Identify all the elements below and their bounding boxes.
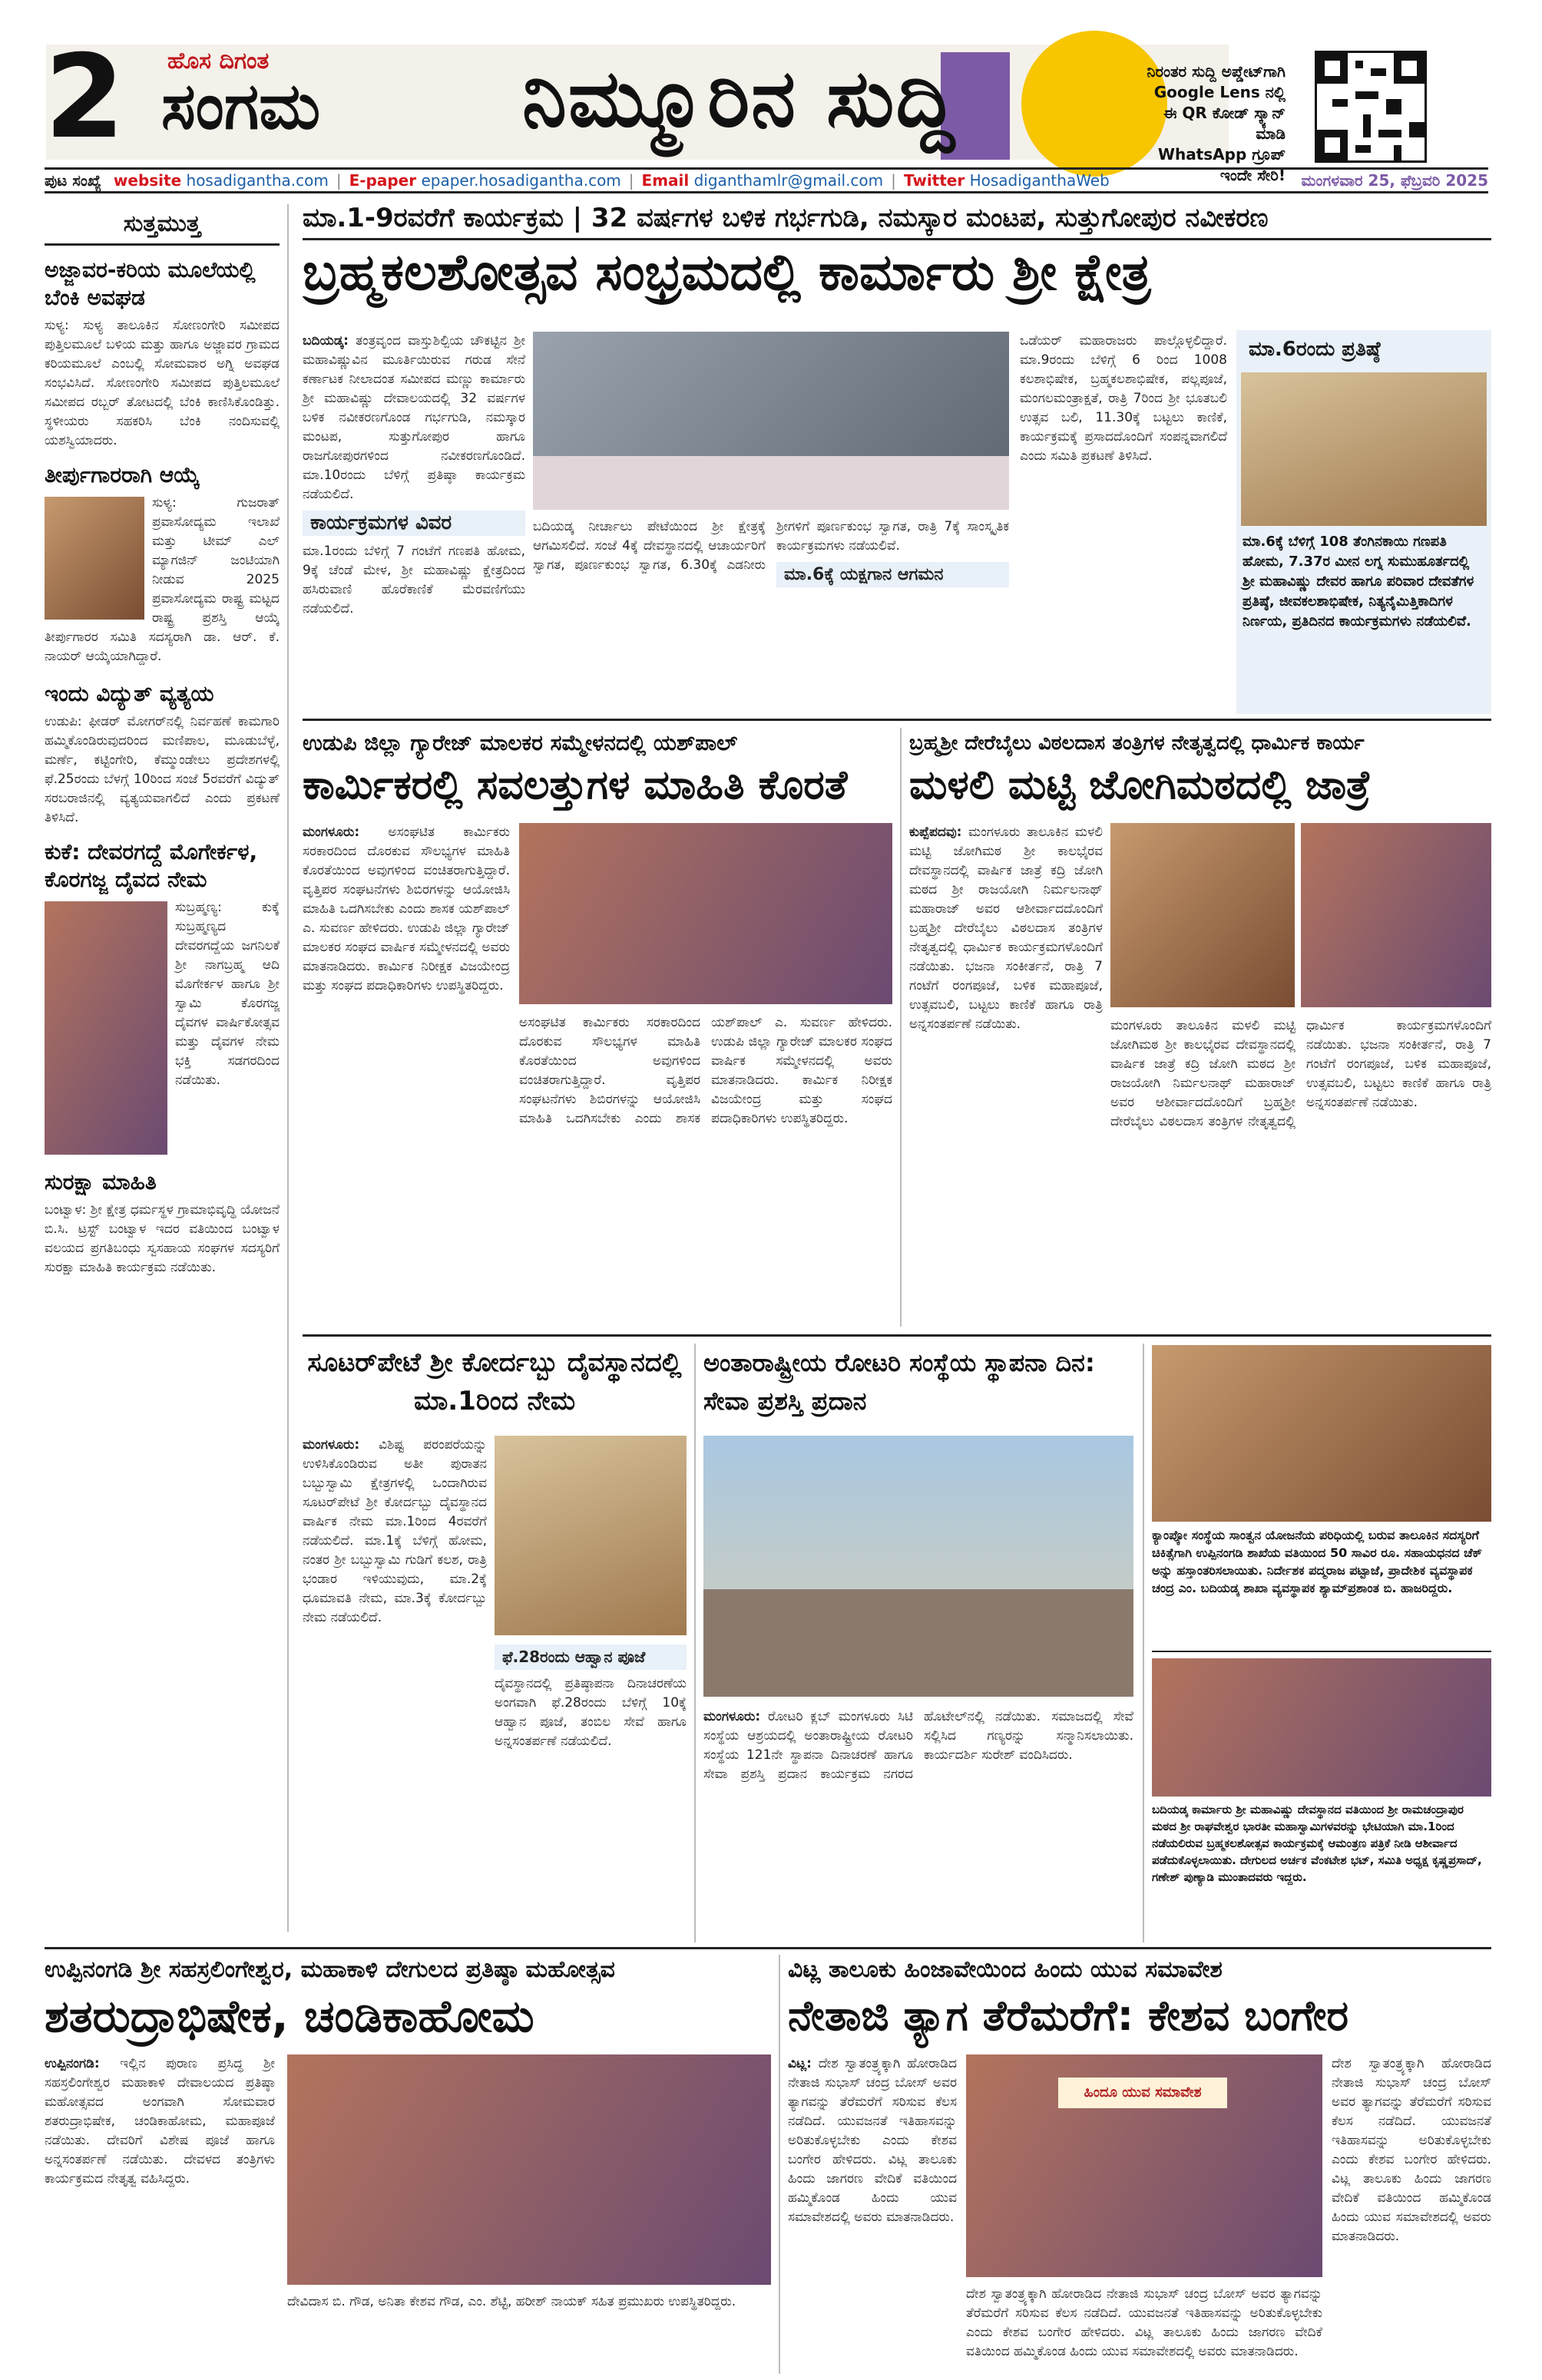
subhead: ಫೆ.28ರಂದು ಆಹ್ವಾನ ಪೂಜೆ [495, 1645, 687, 1670]
article-text: ವಿಶಿಷ್ಟ ಪರಂಪರೆಯನ್ನು ಉಳಿಸಿಕೊಂಡಿರುವ ಅತೀ ಪುರಾತನ ಬಬ್ಬುಸ್ವಾಮಿ ಕ್ಷೇತ್ರಗಳಲ್ಲಿ ಒಂದಾಗಿರುವ ಸೂಟರ್‌ಪೇಟೆ ಶ್ರೀ ಕೋರ್ದಬ್ಬು ದೈವಸ್ಥಾನದ ವಾರ್ಷಿಕ ನೇಮ ಮಾ.1ರಿಂದ 4ರವರೆಗೆ ನಡೆಯಲಿದೆ. ಮಾ.1ಕ್ಕೆ ಬೆಳಿಗ್ಗೆ ಹೋಮ, ನಂತರ ಶ್ರೀ ಬಬ್ಬುಸ್ವಾಮಿ ಗುಡಿಗೆ ಕಲಶ, ರಾತ್ರಿ ಭಂಡಾರ ಇಳಿಯುವುದು, ಮಾ.2ಕ್ಕೆ ಧೂಮಾವತಿ ನೇಮ, ಮಾ.3ಕ್ಕೆ ಕೋರ್ದಬ್ಬು ನೇಮ ನಡೆಯಲಿದೆ. [303, 1437, 488, 1625]
stage-banner: ಹಿಂದೂ ಯುವ ಸಮಾವೇಶ [1058, 2078, 1227, 2108]
jatre-headline: ಮಳಲಿ ಮಟ್ಟಿ ಜೋಗಿಮಠದಲ್ಲಿ ಜಾತ್ರೆ [909, 762, 1371, 808]
netaji-headline: ನೇತಾಜಿ ತ್ಯಾಗ ತೆರೆಮರೆಗೆ: ಕೇಶವ ಬಂಗೇರ [788, 1992, 1349, 2040]
newspaper-brand: ಹೊಸ ದಿಗಂತ [167, 48, 270, 74]
dateline: ಮಂಗಳೂರು: [703, 1709, 761, 1724]
dateline: ಉಪ್ಪಿನಂಗಡಿ: [45, 2056, 100, 2071]
brief-text: ಉಡುಪಿ: ಫೀಡರ್ ಮೋಗರ್‌ನಲ್ಲಿ ನಿರ್ವಹಣೆ ಕಾಮಗಾರಿ ಹಮ್ಮಿಕೊಂಡಿರುವುದರಿಂದ ಮಣಿಪಾಲ, ಮೂಡುಬೆಳ್ಳೆ, ಮರ್ಣೆ, ಕಟ್ಟಿಂಗೇರಿ, ಕೆಮ್ಮುಂಡೇಲು ಪ್ರದೇಶಗಳಲ್ಲಿ ಫೆ.25ರಂದು ಬೆಳಗ್ಗೆ 10ರಿಂದ ಸಂಜೆ 5ರವರೆಗೆ ವಿದ್ಯುತ್ ಸರಬರಾಜಿನಲ್ಲಿ ವ್ಯತ್ಯಯವಾಗಲಿದೆ ಎಂದು ಪ್ರಕಟಣೆ ತಿಳಿಸಿದೆ. [45, 714, 280, 825]
column-rule [779, 1955, 780, 2374]
page-label: ಪುಟ ಸಂಖ್ಯೆ [45, 171, 101, 190]
jatre-col-2 [1110, 1016, 1491, 1132]
page-number: 2 [45, 31, 125, 164]
top-story-col-1 [303, 332, 525, 619]
dateline: ವಿಟ್ಲ: [788, 2056, 812, 2071]
garage-story [303, 728, 892, 1327]
koradabbu-headline: ಸೂಟರ್‌ಪೇಟೆ ಶ್ರೀ ಕೋರ್ದಬ್ಬು ದೈವಸ್ಥಾನದಲ್ಲಿ ಮಾ.1ರಿಂದ ನೇಮ [307, 1347, 682, 1416]
shatarudra-caption: ದೇವಿದಾಸ ಬಿ. ಗೌಡ, ಅನಿತಾ ಕೇಶವ ಗೌಡ, ಎಂ. ಶೆಟ್ಟಿ, ಹರೀಶ್ ನಾಯಕ್ ಸಹಿತ ಪ್ರಮುಖರು ಉಪಸ್ಥಿತರಿದ್ದರು. [287, 2294, 736, 2309]
brief-title: ತೀರ್ಪುಗಾರರಾಗಿ ಆಯ್ಕೆ [45, 462, 200, 488]
left-column [45, 204, 289, 1932]
email-label: Email [641, 171, 690, 190]
section-rule [303, 1334, 1491, 1337]
dateline: ಬದಿಯಡ್ಕ: [303, 333, 349, 349]
netaji-kicker: ವಿಟ್ಲ ತಾಲೂಕು ಹಿಂಜಾವೇಯಿಂದ ಹಿಂದು ಯುವ ಸಮಾವೇಶ [788, 1956, 1223, 1983]
netaji-col-2 [966, 2285, 1322, 2362]
homa-photo [287, 2054, 771, 2285]
dateline: ಕುಪ್ಪೆಪದವು: [909, 825, 962, 840]
qr-code[interactable] [1315, 51, 1427, 163]
brief-title: ಇಂದು ವಿದ್ಯುತ್ ವ್ಯತ್ಯಯ [45, 681, 214, 706]
sidebar-title: ಮಾ.6ರಂದು ಪ್ರತಿಷ್ಠೆ [1241, 335, 1388, 365]
top-story-col-2 [533, 517, 1009, 587]
shatarudra-col-1 [45, 2054, 275, 2189]
temple-construction-photo [1241, 372, 1487, 526]
article-text: ತಂತ್ರವೃಂದ ವಾಸ್ತುಶಿಲ್ಪಿಯ ಚೌಕಟ್ಟಿನ ಶ್ರೀ ಮಹಾವಿಷ್ಣುವಿನ ಮೂರ್ತಿಯಿರುವ ಗರುಡ ಸೇನೆ ಕರ್ಣಾಟಕ ನೀಲಾದಂತ ಸಮೀಪದ ಮಣ್ಣು ಕಾರ್ಮಾರು ಶ್ರೀ ಮಹಾವಿಷ್ಣು ದೇವಾಲಯದಲ್ಲಿ 32 ವರ್ಷಗಳ ಬಳಿಕ ನವೀಕರಣಗೊಂಡ ಗರ್ಭಗುಡಿ, ನಮಸ್ಕಾರ ಮಂಟಪ, ಸುತ್ತುಗೋಪುರ ಹಾಗೂ ರಾಜಗೋಪುರಗಳಿಂದ ನವೀಕರಣಗೊಂಡಿದೆ. ಮಾ.10ರಂದು ಬೆಳಿಗ್ಗೆ ಪ್ರತಿಷ್ಠಾ ಕಾರ್ಯಕ್ರಮ ನಡೆಯಲಿದೆ. [303, 333, 525, 502]
qr-text-line: ನಿರಂತರ ಸುದ್ದಿ ಅಪ್ಡೇಟ್‌ಗಾಗಿ [1147, 62, 1286, 81]
jatre-story [909, 728, 1491, 1327]
koradabbu-col-1 [303, 1436, 487, 1628]
brief-text: ಬಂಟ್ವಾಳ: ಶ್ರೀ ಕ್ಷೇತ್ರ ಧರ್ಮಸ್ಥಳ ಗ್ರಾಮಾಭಿವೃದ್ಧಿ ಯೋಜನೆ ಬಿ.ಸಿ. ಟ್ರಸ್ಟ್ ಬಂಟ್ವಾಳ ಇದರ ವತಿಯಿಂದ ಬಂಟ್ವಾಳ ವಲಯದ ಪ್ರಗತಿಬಂಧು ಸ್ವಸಹಾಯ ಸಂಘಗಳ ಸದಸ್ಯರಿಗೆ ಸುರಕ್ಷಾ ಮಾಹಿತಿ ಕಾರ್ಯಕ್ರಮ ನಡೆಯಿತು. [45, 1202, 280, 1275]
subhead: ಕಾರ್ಯಕ್ರಮಗಳ ವಿವರ [303, 511, 525, 536]
issue-date: ಮಂಗಳವಾರ 25, ಫೆಬ್ರವರಿ 2025 [1301, 171, 1488, 190]
website-label: website [113, 171, 182, 190]
jatre-col-1 [909, 823, 1103, 1034]
netaji-col-1 [788, 2054, 957, 2227]
column-rule [900, 728, 902, 1327]
sidebar-caption: ಮಾ.6ಕ್ಕೆ ಬೆಳಿಗ್ಗೆ 108 ತೆಂಗಿನಕಾಯಿ ಗಣಪತಿ ಹೋಮ, 7.37ರ ಮೀನ ಲಗ್ನ ಸುಮುಹೂರ್ತದಲ್ಲಿ ಶ್ರೀ ಮಹಾವಿಷ್ಣು ದೇವರ ಹಾಗೂ ಪರಿವಾರ ದೇವತೆಗಳ ಪ್ರತಿಷ್ಠೆ, ಜೀವಕಲಶಾಭಿಷೇಕ, ನಿತ್ಯನೈಮಿತ್ತಿಕಾದಿಗಳ ನಿರ್ಣಯ, ಪ್ರತಿದಿನದ ಕಾರ್ಯಕ್ರಮಗಳು ನಡೆಯಲಿವೆ. [1243, 534, 1474, 630]
netaji-col-3 [1332, 2054, 1491, 2246]
jatre-photo-1 [1110, 823, 1295, 1007]
article-text: ದೇಶ ಸ್ವಾತಂತ್ರ್ಯಕ್ಕಾಗಿ ಹೋರಾಡಿದ ನೇತಾಜಿ ಸುಭಾಸ್ ಚಂದ್ರ ಬೋಸ್ ಅವರ ತ್ಯಾಗವನ್ನು ತೆರೆಮರೆಗೆ ಸರಿಸುವ ಕೆಲಸ ನಡೆದಿದೆ. ಯುವಜನತೆ ಇತಿಹಾಸವನ್ನು ಅರಿತುಕೊಳ್ಳಬೇಕು ಎಂದು ಕೇಶವ ಬಂಗೇರ ಹೇಳಿದರು. ವಿಟ್ಲ ತಾಲೂಕು ಹಿಂದು ಜಾಗರಣ ವೇದಿಕೆ ವತಿಯಿಂದ ಹಮ್ಮಿಕೊಂಡ ಹಿಂದು ಯುವ ಸಮಾವೇಶದಲ್ಲಿ ಅವರು ಮಾತನಾಡಿದರು. [788, 2056, 957, 2225]
brief-title: ಕುಕೆ: ದೇವರಗದ್ದೆ ಮೊಗೇರ್ಕಳ, ಕೊರಗಜ್ಜ ದೈವದ ನೇಮ [45, 839, 258, 892]
koradabbu-story [303, 1344, 687, 1942]
article-text: ದೇಶ ಸ್ವಾತಂತ್ರ್ಯಕ್ಕಾಗಿ ಹೋರಾಡಿದ ನೇತಾಜಿ ಸುಭಾಸ್ ಚಂದ್ರ ಬೋಸ್ ಅವರ ತ್ಯಾಗವನ್ನು ತೆರೆಮರೆಗೆ ಸರಿಸುವ ಕೆಲಸ ನಡೆದಿದೆ. ಯುವಜನತೆ ಇತಿಹಾಸವನ್ನು ಅರಿತುಕೊಳ್ಳಬೇಕು ಎಂದು ಕೇಶವ ಬಂಗೇರ ಹೇಳಿದರು. ವಿಟ್ಲ ತಾಲೂಕು ಹಿಂದು ಜಾಗರಣ ವೇದಿಕೆ ವತಿಯಿಂದ ಹಮ್ಮಿಕೊಂಡ ಹಿಂದು ಯುವ ಸಮಾವೇಶದಲ್ಲಿ ಅವರು ಮಾತನಾಡಿದರು. [1332, 2056, 1491, 2244]
article-text: ಬದಿಯಡ್ಕ ನೀರ್ಚಾಲು ಪೇಟೆಯಿಂದ ಶ್ರೀ ಕ್ಷೇತ್ರಕ್ಕೆ ಆಗಮಿಸಲಿದೆ. ಸಂಜೆ 4ಕ್ಕೆ ದೇವಸ್ಥಾನದಲ್ಲಿ ಆಚಾರ್ಯರಿಗೆ ಸ್ವಾಗತ, ಪೂರ್ಣಕುಂಭ ಸ್ವಾಗತ, 6.30ಕ್ಕೆ ಎಡನೀರು ಶ್ರೀಗಳಿಗೆ ಪೂರ್ಣಕುಂಭ ಸ್ವಾಗತ, ರಾತ್ರಿ 7ಕ್ಕೆ ಸಾಂಸ್ಕೃತಿಕ ಕಾರ್ಯಕ್ರಮಗಳು ನಡೆಯಲಿವೆ. [533, 519, 1009, 573]
article-text: ಒಡೆಯರ್ ಮಹಾರಾಜರು ಪಾಲ್ಗೊಳ್ಳಲಿದ್ದಾರೆ. ಮಾ.9ರಂದು ಬೆಳಿಗ್ಗೆ 6 ರಿಂದ 1008 ಕಲಶಾಭಿಷೇಕ, ಬ್ರಹ್ಮಕಲಶಾಭಿಷೇಕ, ಪಲ್ಲಪೂಜೆ, ಮಂಗಲಮಂತ್ರಾಕ್ಷತೆ, ರಾತ್ರಿ 7ರಿಂದ ಶ್ರೀ ಭೂತಬಲಿ ಉತ್ಸವ ಬಲಿ, 11.30ಕ್ಕೆ ಬಟ್ಟಲು ಕಾಣಿಕೆ, ಕಾರ್ಯಕ್ರಮಕ್ಕೆ ಪ್ರಸಾದದೊಂದಿಗೆ ಸಂಪನ್ನವಾಗಲಿದೆ ಎಂದು ಸಮಿತಿ ಪ್ರಕಟಣೆ ತಿಳಿಸಿದೆ. [1020, 333, 1227, 464]
subhead: ಮಾ.6ಕ್ಕೆ ಯಕ್ಷಗಾನ ಆಗಮನ [776, 562, 1009, 587]
garage-col-1 [303, 823, 510, 996]
top-story-col-3 [1020, 332, 1227, 466]
epaper-link[interactable]: epaper.hosadigantha.com [421, 171, 621, 190]
brief-title: ಸುರಕ್ಷಾ ಮಾಹಿತಿ [45, 1169, 157, 1195]
article-text: ಅಸಂಘಟಿತ ಕಾರ್ಮಿಕರು ಸರಕಾರದಿಂದ ದೊರಕುವ ಸೌಲಭ್ಯಗಳ ಮಾಹಿತಿ ಕೊರತೆಯಿಂದ ಅವುಗಳಿಂದ ವಂಚಿತರಾಗುತ್ತಿದ್ದಾರೆ. ವೃತ್ತಿಪರ ಸಂಘಟನೆಗಳು ಶಿಬಿರಗಳನ್ನು ಆಯೋಜಿಸಿ ಮಾಹಿತಿ ಒದಗಿಸಬೇಕು ಎಂದು ಶಾಸಕ ಯಶ್‌ಪಾಲ್ ಎ. ಸುವರ್ಣ ಹೇಳಿದರು. ಉಡುಪಿ ಜಿಲ್ಲಾ ಗ್ಯಾರೇಜ್ ಮಾಲಕರ ಸಂಘದ ವಾರ್ಷಿಕ ಸಮ್ಮೇಳನದಲ್ಲಿ ಅವರು ಮಾತನಾಡಿದರು. ಕಾರ್ಮಿಕ ನಿರೀಕ್ಷಕ ವಿಜಯೇಂದ್ರ ಮತ್ತು ಸಂಘದ ಪದಾಧಿಕಾರಿಗಳು ಉಪಸ್ಥಿತರಿದ್ದರು. [303, 825, 510, 993]
section-rule [303, 719, 1491, 721]
twitter-label: Twitter [903, 171, 965, 190]
table-cloth [533, 456, 1009, 510]
section-title: ಸಂಗಮ [161, 68, 321, 144]
campco-box [1152, 1345, 1491, 1645]
nema-photo [45, 901, 167, 1155]
qr-code-icon [1317, 53, 1425, 160]
brief-text: ಸುಳ್ಯ: ಸುಳ್ಯ ತಾಲೂಕಿನ ಸೋಣಂಗೇರಿ ಸಮೀಪದ ಪುತ್ತಿಲಮೂಲೆ ಬಳಿಯ ಮತ್ತು ಹಾಗೂ ಅಜ್ಜಾವರ ಗ್ರಾಮದ ಕರಿಯಮೂಲೆ ಎಂಬಲ್ಲಿ ಸೋಮವಾರ ಅಗ್ನಿ ಅವಘಡ ಸಂಭವಿಸಿದೆ. ಸೋಣಂಗೇರಿ ಸಮೀಪದ ಪುತ್ತಿಲಮೂಲೆ ಸಮೀಪದ ರಬ್ಬರ್ ತೋಟದಲ್ಲಿ ಬೆಂಕಿ ಕಾಣಿಸಿಕೊಂಡಿತ್ತು. ಸ್ಥಳೀಯರು ಸಹಕರಿಸಿ ಬೆಂಕಿ ನಂದಿಸುವಲ್ಲಿ ಯಶಸ್ವಿಯಾದರು. [45, 318, 280, 448]
divider: | [628, 171, 634, 190]
website-link[interactable]: hosadigantha.com [186, 171, 329, 190]
rotary-story [703, 1344, 1133, 1942]
article-text: ದೇಶ ಸ್ವಾತಂತ್ರ್ಯಕ್ಕಾಗಿ ಹೋರಾಡಿದ ನೇತಾಜಿ ಸುಭಾಸ್ ಚಂದ್ರ ಬೋಸ್ ಅವರ ತ್ಯಾಗವನ್ನು ತೆರೆಮರೆಗೆ ಸರಿಸುವ ಕೆಲಸ ನಡೆದಿದೆ. ಯುವಜನತೆ ಇತಿಹಾಸವನ್ನು ಅರಿತುಕೊಳ್ಳಬೇಕು ಎಂದು ಕೇಶವ ಬಂಗೇರ ಹೇಳಿದರು. ವಿಟ್ಲ ತಾಲೂಕು ಹಿಂದು ಜಾಗರಣ ವೇದಿಕೆ ವತಿಯಿಂದ ಹಮ್ಮಿಕೊಂಡ ಹಿಂದು ಯುವ ಸಮಾವೇಶದಲ್ಲಿ ಅವರು ಮಾತನಾಡಿದರು. [966, 2286, 1322, 2359]
top-story-headline: ಬ್ರಹ್ಮಕಲಶೋತ್ಸವ ಸಂಭ್ರಮದಲ್ಲಿ ಕಾರ್ಮಾರು ಶ್ರೀ ಕ್ಷೇತ್ರ [303, 243, 1151, 302]
swamiji-photo [1152, 1658, 1491, 1797]
brief-text: ಸುಬ್ರಹ್ಮಣ್ಯ: ಕುಕ್ಕೆ ಸುಬ್ರಹ್ಮಣ್ಯದ ದೇವರಗದ್ದೆಯ ಜಗನಿಲಕೆ ಶ್ರೀ ನಾಗಬ್ರಹ್ಮ ಆದಿ ಮೊಗೇರ್ಕಳ ಹಾಗೂ ಶ್ರೀ ಸ್ವಾಮಿ ಕೊರಗಜ್ಜ ದೈವಗಳ ವಾರ್ಷಿಕೋತ್ಸವ ಮತ್ತು ದೈವಗಳ ನೇಮ ಭಕ್ತಿ ಸಡಗರದಿಂದ ನಡೆಯಿತು. [175, 900, 280, 1088]
samavesha-photo [966, 2054, 1322, 2277]
portrait-photo [45, 497, 144, 620]
dateline: ಮಂಗಳೂರು: [303, 1437, 360, 1453]
email-link[interactable]: diganthamlr@gmail.com [693, 171, 884, 190]
twitter-link[interactable]: HosadiganthaWeb [969, 171, 1110, 190]
shatarudra-headline: ಶತರುದ್ರಾಭಿಷೇಕ, ಚಂಡಿಕಾಹೋಮ [45, 1990, 534, 2042]
rotary-headline: ಅಂತಾರಾಷ್ಟ್ರೀಯ ರೋಟರಿ ಸಂಸ್ಥೆಯ ಸ್ಥಾಪನಾ ದಿನ: ಸೇವಾ ಪ್ರಶಸ್ತಿ ಪ್ರದಾನ [703, 1348, 1095, 1416]
rotary-col [703, 1707, 1133, 1784]
epaper-label: E-paper [349, 171, 417, 190]
campco-photo [1152, 1345, 1491, 1522]
column-rule [1143, 1344, 1144, 1942]
article-text: ಮಾ.1ರಂದು ಬೆಳಿಗ್ಗೆ 7 ಗಂಟೆಗೆ ಗಣಪತಿ ಹೋಮ, 9ಕ್ಕೆ ಚೆಂಡೆ ಮೇಳ, ಶ್ರೀ ಮಹಾವಿಷ್ಣು ಕ್ಷೇತ್ರದಿಂದ ಹಸಿರುವಾಣಿ ಹೊರೆಕಾಣಿಕೆ ಮೆರವಣಿಗೆಯು ನಡೆಯಲಿದೆ. [303, 544, 525, 616]
brief-text: ಸುಳ್ಯ: ಗುಜರಾತ್ ಪ್ರವಾಸೋದ್ಯಮ ಇಲಾಖೆ ಮತ್ತು ಟೀಮ್ ಎಲ್ ಮ್ಯಾಗಜಿನ್ ಜಂಟಿಯಾಗಿ ನೀಡುವ 2025 ಪ್ರವಾಸೋದ್ಯಮ ರಾಷ್ಟ್ರ ಮಟ್ಟದ ರಾಷ್ಟ್ರ ಪ್ರಶಸ್ತಿ ಆಯ್ಕೆ ತೀರ್ಪುಗಾರರ ಸಮಿತಿ ಸದಸ್ಯರಾಗಿ ಡಾ. ಆರ್. ಕೆ. ನಾಯರ್ ಆಯ್ಕೆಯಾಗಿದ್ದಾರೆ. [45, 495, 280, 664]
garage-headline: ಕಾರ್ಮಿಕರಲ್ಲಿ ಸವಲತ್ತುಗಳ ಮಾಹಿತಿ ಕೊರತೆ [303, 762, 848, 808]
qr-text-line: WhatsApp ಗ್ರೂಪ್ ಇಂದೇ ಸೇರಿ! [1157, 145, 1286, 184]
article-text: ಮಂಗಳೂರು ತಾಲೂಕಿನ ಮಳಲಿ ಮಟ್ಟಿ ಜೋಗಿಮಠ ಶ್ರೀ ಕಾಲಭೈರವ ದೇವಸ್ಥಾನದಲ್ಲಿ ವಾರ್ಷಿಕ ಜಾತ್ರೆ ಕದ್ರಿ ಜೋಗಿ ಮಠದ ಶ್ರೀ ರಾಜಯೋಗಿ ನಿರ್ಮಲನಾಥ್ ಮಹಾರಾಜ್ ಅವರ ಆಶೀರ್ವಾದದೊಂದಿಗೆ ಬ್ರಹ್ಮಶ್ರೀ ದೇರೆಬೈಲು ವಿಠಲದಾಸ ತಂತ್ರಿಗಳ ನೇತೃತ್ವದಲ್ಲಿ ಧಾರ್ಮಿಕ ಕಾರ್ಯಕ್ರಮಗಳೊಂದಿಗೆ ನಡೆಯಿತು. ಭಜನಾ ಸಂಕೀರ್ತನೆ, ರಾತ್ರಿ 7 ಗಂಟೆಗೆ ರಂಗಪೂಜೆ, ಬಳಿಕ ಮಹಾಪೂಜೆ, ಉತ್ಸವಬಲಿ, ಬಟ್ಟಲು ಕಾಣಿಕೆ ಹಾಗೂ ರಾತ್ರಿ ಅನ್ನಸಂತರ್ಪಣೆ ನಡೆಯಿತು. [909, 825, 1103, 1032]
divider: | [891, 171, 896, 190]
qr-text-line: Google Lens ನಲ್ಲಿ [1153, 83, 1286, 101]
daivasthana-photo [495, 1436, 687, 1635]
garage-col-2 [519, 1013, 892, 1129]
article-text: ಇಲ್ಲಿನ ಪುರಾಣ ಪ್ರಸಿದ್ಧ ಶ್ರೀ ಸಹಸ್ರಲಿಂಗೇಶ್ವರ ಮಹಾಕಾಳಿ ದೇವಾಲಯದ ಪ್ರತಿಷ್ಠಾ ಮಹೋತ್ಸವದ ಅಂಗವಾಗಿ ಸೋಮವಾರ ಶತರುದ್ರಾಭಿಷೇಕ, ಚಂಡಿಕಾಹೋಮ, ಮಹಾಪೂಜೆ ನಡೆಯಿತು. ದೇವರಿಗೆ ವಿಶೇಷ ಪೂಜೆ ಹಾಗೂ ಅನ್ನಸಂತರ್ಪಣೆ ನಡೆಯಿತು. ದೇವಳದ ತಂತ್ರಿಗಳು ಕಾರ್ಯಕ್ರಮದ ನೇತೃತ್ವ ವಹಿಸಿದ್ದರು. [45, 2056, 275, 2187]
banner-title: ನಿಮ್ಮೂರಿನ ಸುದ್ದಿ [522, 51, 957, 145]
qr-text-line: ಈ QR ಕೋಡ್ ಸ್ಕ್ಯಾನ್ ಮಾಡಿ [1163, 104, 1286, 143]
column-rule [694, 1344, 696, 1942]
koradabbu-col-2 [495, 1645, 687, 1751]
info-strip [45, 167, 1488, 193]
section-rule [1152, 1651, 1491, 1652]
netaji-story [788, 1955, 1491, 2374]
top-story [303, 203, 1491, 717]
campco-caption: ಕ್ಯಾಂಪ್ಕೋ ಸಂಸ್ಥೆಯ ಸಾಂತ್ವನ ಯೋಜನೆಯ ಪರಿಧಿಯಲ್ಲಿ ಬರುವ ತಾಲೂಕಿನ ಸದಸ್ಯರಿಗೆ ಚಿಕಿತ್ಸೆಗಾಗಿ ಉಪ್ಪಿನಂಗಡಿ ಶಾಖೆಯ ವತಿಯಿಂದ 50 ಸಾವಿರ ರೂ. ಸಹಾಯಧನದ ಚೆಕ್ ಅನ್ನು ಹಸ್ತಾಂತರಿಸಲಾಯಿತು. ನಿರ್ದೇಶಕ ಪದ್ಮರಾಜ ಪಟ್ಟಾಜೆ, ಪ್ರಾದೇಶಿಕ ವ್ಯವಸ್ಥಾಪಕ ಚಂದ್ರ ಎಂ. ಬದಿಯಡ್ಕ ಶಾಖಾ ವ್ಯವಸ್ಥಾಪಕ ಶ್ಯಾಮ್‌ಪ್ರಶಾಂತ ಬಿ. ಹಾಜರಿದ್ದರು. [1152, 1528, 1483, 1595]
article-text: ಅಸಂಘಟಿತ ಕಾರ್ಮಿಕರು ಸರಕಾರದಿಂದ ದೊರಕುವ ಸೌಲಭ್ಯಗಳ ಮಾಹಿತಿ ಕೊರತೆಯಿಂದ ಅವುಗಳಿಂದ ವಂಚಿತರಾಗುತ್ತಿದ್ದಾರೆ. ವೃತ್ತಿಪರ ಸಂಘಟನೆಗಳು ಶಿಬಿರಗಳನ್ನು ಆಯೋಜಿಸಿ ಮಾಹಿತಿ ಒದಗಿಸಬೇಕು ಎಂದು ಶಾಸಕ ಯಶ್‌ಪಾಲ್ ಎ. ಸುವರ್ಣ ಹೇಳಿದರು. ಉಡುಪಿ ಜಿಲ್ಲಾ ಗ್ಯಾರೇಜ್ ಮಾಲಕರ ಸಂಘದ ವಾರ್ಷಿಕ ಸಮ್ಮೇಳನದಲ್ಲಿ ಅವರು ಮಾತನಾಡಿದರು. ಕಾರ್ಮಿಕ ನಿರೀಕ್ಷಕ ವಿಜಯೇಂದ್ರ ಮತ್ತು ಸಂಘದ ಪದಾಧಿಕಾರಿಗಳು ಉಪಸ್ಥಿತರಿದ್ದರು. [519, 1015, 892, 1126]
mahabhoj-caption: ಬದಿಯಡ್ಕ ಕಾರ್ಮಾರು ಶ್ರೀ ಮಹಾವಿಷ್ಣು ದೇವಸ್ಥಾನದ ವತಿಯಿಂದ ಶ್ರೀ ರಾಮಚಂದ್ರಾಪುರ ಮಠದ ಶ್ರೀ ರಾಘವೇಶ್ವರ ಭಾರತೀ ಮಹಾಸ್ವಾಮಿಗಳವರನ್ನು ಭೇಟಿಯಾಗಿ ಮಾ.1ರಿಂದ ನಡೆಯಲಿರುವ ಬ್ರಹ್ಮಕಲಶೋತ್ಸವ ಕಾರ್ಯಕ್ರಮಕ್ಕೆ ಆಮಂತ್ರಣ ಪತ್ರಿಕೆ ನೀಡಿ ಆಶೀರ್ವಾದ ಪಡೆದುಕೊಳ್ಳಲಾಯಿತು. ದೇಗುಲದ ಅರ್ಚಕ ವೆಂಕಟೇಶ ಭಟ್, ಸಮಿತಿ ಅಧ್ಯಕ್ಷ ಕೃಷ್ಣಪ್ರಸಾದ್, ಗಣೇಶ್ ಪುಣ್ಯಾಡಿ ಮುಂತಾದವರು ಇದ್ದರು. [1152, 1803, 1482, 1884]
meeting-photo [533, 332, 1009, 510]
rotary-photo-people [703, 1589, 1133, 1697]
divider: | [336, 171, 342, 190]
article-text: ಮಂಗಳೂರು ತಾಲೂಕಿನ ಮಳಲಿ ಮಟ್ಟಿ ಜೋಗಿಮಠ ಶ್ರೀ ಕಾಲಭೈರವ ದೇವಸ್ಥಾನದಲ್ಲಿ ವಾರ್ಷಿಕ ಜಾತ್ರೆ ಕದ್ರಿ ಜೋಗಿ ಮಠದ ಶ್ರೀ ರಾಜಯೋಗಿ ನಿರ್ಮಲನಾಥ್ ಮಹಾರಾಜ್ ಅವರ ಆಶೀರ್ವಾದದೊಂದಿಗೆ ಬ್ರಹ್ಮಶ್ರೀ ದೇರೆಬೈಲು ವಿಠಲದಾಸ ತಂತ್ರಿಗಳ ನೇತೃತ್ವದಲ್ಲಿ ಧಾರ್ಮಿಕ ಕಾರ್ಯಕ್ರಮಗಳೊಂದಿಗೆ ನಡೆಯಿತು. ಭಜನಾ ಸಂಕೀರ್ತನೆ, ರಾತ್ರಿ 7 ಗಂಟೆಗೆ ರಂಗಪೂಜೆ, ಬಳಿಕ ಮಹಾಪೂಜೆ, ಉತ್ಸವಬಲಿ, ಬಟ್ಟಲು ಕಾಣಿಕೆ ಹಾಗೂ ರಾತ್ರಿ ಅನ್ನಸಂತರ್ಪಣೆ ನಡೆಯಿತು. [1110, 1018, 1491, 1129]
shatarudra-story [45, 1955, 771, 2374]
top-story-kicker: ಮಾ.1-9ರವರೆಗೆ ಕಾರ್ಯಕ್ರಮ | 32 ವರ್ಷಗಳ ಬಳಿಕ ಗರ್ಭಗುಡಿ, ನಮಸ್ಕಾರ ಮಂಟಪ, ಸುತ್ತುಗೋಪುರ ನವೀಕರಣ [303, 203, 1491, 240]
jatre-photo-2 [1301, 823, 1491, 1007]
section-rule [45, 1947, 1491, 1949]
garage-kicker: ಉಡುಪಿ ಜಿಲ್ಲಾ ಗ್ಯಾರೇಜ್ ಮಾಲಕರ ಸಮ್ಮೇಳನದಲ್ಲಿ ಯಶ್‌ಪಾಲ್ [303, 730, 738, 755]
sidebar-box [1236, 330, 1491, 714]
shatarudra-kicker: ಉಪ್ಪಿನಂಗಡಿ ಶ್ರೀ ಸಹಸ್ರಲಿಂಗೇಶ್ವರ, ಮಹಾಕಾಳಿ ದೇಗುಲದ ಪ್ರತಿಷ್ಠಾ ಮಹೋತ್ಸವ [45, 1956, 615, 1983]
conference-photo [519, 823, 892, 1004]
article-text: ದೈವಸ್ಥಾನದಲ್ಲಿ ಪ್ರತಿಷ್ಠಾಪನಾ ದಿನಾಚರಣೆಯ ಅಂಗವಾಗಿ ಫೆ.28ರಂದು ಬೆಳಿಗ್ಗೆ 10ಕ್ಕೆ ಆಹ್ವಾನ ಪೂಜೆ, ತಂಬಿಲ ಸೇವೆ ಹಾಗೂ ಅನ್ನಸಂತರ್ಪಣೆ ನಡೆಯಲಿದೆ. [495, 1676, 687, 1749]
jatre-kicker: ಬ್ರಹ್ಮಶ್ರೀ ದೇರೆಬೈಲು ವಿಠಲದಾಸ ತಂತ್ರಿಗಳ ನೇತೃತ್ವದಲ್ಲಿ ಧಾರ್ಮಿಕ ಕಾರ್ಯ [909, 732, 1365, 755]
article-text: ರೋಟರಿ ಕ್ಲಬ್ ಮಂಗಳೂರು ಸಿಟಿ ಸಂಸ್ಥೆಯ ಆಶ್ರಯದಲ್ಲಿ ಅಂತಾರಾಷ್ಟ್ರೀಯ ರೋಟರಿ ಸಂಸ್ಥೆಯ 121ನೇ ಸ್ಥಾಪನಾ ದಿನಾಚರಣೆ ಹಾಗೂ ಸೇವಾ ಪ್ರಶಸ್ತಿ ಪ್ರದಾನ ಕಾರ್ಯಕ್ರಮ ನಗರದ ಹೊಟೇಲ್‌ನಲ್ಲಿ ನಡೆಯಿತು. ಸಮಾಜದಲ್ಲಿ ಸೇವೆ ಸಲ್ಲಿಸಿದ ಗಣ್ಯರನ್ನು ಸನ್ಮಾನಿಸಲಾಯಿತು. ಕಾರ್ಯದರ್ಶಿ ಸುರೇಶ್ ವಂದಿಸಿದರು. [703, 1709, 1133, 1782]
dateline: ಮಂಗಳೂರು: [303, 825, 360, 840]
brief-title: ಅಜ್ಜಾವರ-ಕರಿಯ ಮೂಲೆಯಲ್ಲಿ ಬೆಂಕಿ ಅವಘಡ [45, 257, 256, 310]
rotary-photo [703, 1436, 1133, 1697]
left-column-header: ಸುತ್ತಮುತ್ತ [45, 204, 280, 246]
mahabhoj-box [1152, 1658, 1491, 1942]
